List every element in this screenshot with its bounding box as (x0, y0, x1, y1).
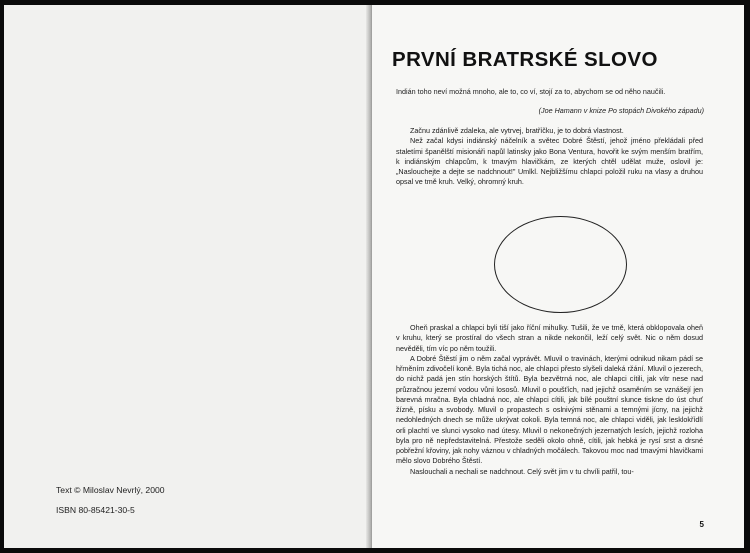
paragraph: Začnu zdánlivě zdaleka, ale vytrvej, bratříčku, je to dobrá vlastnost. (410, 126, 624, 135)
isbn: ISBN 80-85421-30-5 (56, 504, 135, 515)
imprint (56, 486, 165, 525)
text-credit: Text © Miloslav Nevrlý, 2000 (56, 485, 165, 495)
paragraph: Oheň praskal a chlapci byli tiší jako říční mihulky. Tušili, že ve tmě, která obklopovala oheň v kruhu, který se prostíral do všech stran a nikde nekončil, leží celý svět. Nic o něm dosud nevěděli, tím víc po něm toužili. (396, 323, 703, 353)
circle-figure (494, 216, 627, 313)
chapter-title: PRVNÍ BRATRSKÉ SLOVO (392, 48, 658, 71)
epigraph-source: (Joe Hamann v knize Po stopách Divokého západu) (538, 106, 704, 115)
epigraph-text: Indián toho neví možná mnoho, ale to, co ví, stojí za to, abychom se od něho naučili. (396, 87, 666, 96)
page-number: 5 (699, 520, 704, 529)
paragraph: Naslouchali a nechali se nadchnout. Celý svět jim v tu chvíli patřil, tou- (410, 466, 634, 476)
body-text-before-figure (396, 126, 703, 188)
paragraph: Než začal kdysi indiánský náčelník a světec Dobré Štěstí, jehož jméno překládali před staletími španělští misionáři napůl latinsky jako Bona Ventura, hovořit ke svým menším bratřím, k indiánským chlapcům, k tmavým hlavičkám, ze kterých chtěl udělat muže, oslovil je: „Naslouchejte a dejte se nadchnout!" Umlkl. Nejbližšímu chlapci položil ruku na vlasy a druhou opsal ve tmě kruh. Velký, ohromný kruh. (396, 136, 703, 187)
right-page (372, 5, 744, 548)
left-page (4, 5, 370, 548)
paragraph: A Dobré Štěstí jim o něm začal vyprávět. Mluvil o travinách, kterými odnikud nikam pádí se hřměním zdivočelí koně. Byla tichá noc, ale chlapci přesto slyšeli daleká ržání. Mluvil o jezerech, do nichž padá jen stín horských štítů. Byla bezvětrná noc, ale chlapci cítili, jak vítr nese nad průzračnou jezerní vodou vůni lososů. Mluvil o poušťích, nad jejichž osaměním se vznášejí jen barevná mračna. Byla chladná noc, ale chlapci cítili, jak bílé pouštní slunce tiskne do úst chuť žízně, písku a svobody. Mluvil o propastech s oslnivými stěnami a temnými jícny, na jejichž nedohledných dnech se může ukrývat cokoli. Byla temná noc, ale chlapci viděli, jak lesklokřídlí orli plachtí ve slunci vysoko nad útesy. Mluvil o nekonečných jezernatých lesích, jejichž rozloha byla pro ně nepředstavitelná. Přestože seděli okolo ohně, cítili, jak hebká je rysí srst a drsné pobřežní křoviny, jak nohy váznou v chladných močálech. Takovou moc nad tmavými hlavičkami mělo slovo Dobrého Štěstí. (396, 353, 703, 466)
body-text-after-figure (396, 323, 703, 477)
